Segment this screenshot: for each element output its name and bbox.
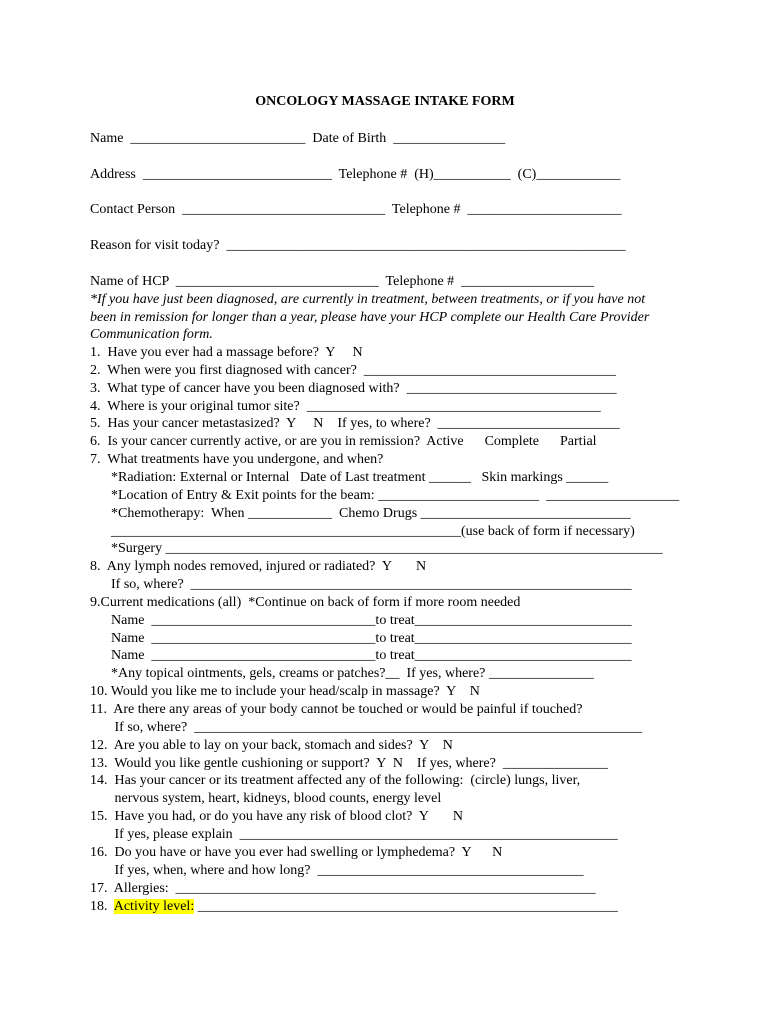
- question-line[interactable]: If so, where? ________________________________________________________________: [90, 720, 643, 735]
- question-line[interactable]: __________________________________________________(use back of form if necessary): [90, 524, 635, 539]
- question-line[interactable]: *Any topical ointments, gels, creams or patches?__ If yes, where? _______________: [90, 666, 594, 681]
- question-line[interactable]: 16. Do you have or have you ever had swelling or lymphedema? Y N: [90, 845, 503, 860]
- address-telephone-field[interactable]: Address ___________________________ Telephone # (H)___________ (C)____________: [90, 167, 621, 182]
- question-line: 11. Are there any areas of your body cannot be touched or would be painful if touched?: [90, 702, 583, 717]
- question-line[interactable]: If so, where? _______________________________________________________________: [90, 577, 632, 592]
- question-line[interactable]: 13. Would you like gentle cushioning or support? Y N If yes, where? _______________: [90, 756, 608, 771]
- question-line[interactable]: *Chemotherapy: When ____________ Chemo Drugs ______________________________: [90, 506, 631, 521]
- question-line[interactable]: 3. What type of cancer have you been diagnosed with? ______________________________: [90, 381, 617, 396]
- notice-line: Communication form.: [90, 327, 213, 342]
- activity-level-line[interactable]: ____________________________________________________________: [194, 899, 618, 914]
- question-line[interactable]: 17. Allergies: ____________________________________________________________: [90, 881, 596, 896]
- name-dob-field[interactable]: Name _________________________ Date of Birth ________________: [90, 131, 506, 146]
- question-line: 14. Has your cancer or its treatment affected any of the following: (circle) lungs, liver,: [90, 773, 581, 788]
- question-line[interactable]: 4. Where is your original tumor site? __________________________________________: [90, 399, 601, 414]
- question-line[interactable]: 1. Have you ever had a massage before? Y N: [90, 345, 363, 360]
- question-line: 7. What treatments have you undergone, and when?: [90, 452, 384, 467]
- form-title: ONCOLOGY MASSAGE INTAKE FORM: [255, 94, 515, 109]
- question-line[interactable]: 10. Would you like me to include your head/scalp in massage? Y N: [90, 684, 480, 699]
- hcp-field[interactable]: Name of HCP _____________________________ Telephone # ___________________: [90, 274, 595, 289]
- notice-line: *If you have just been diagnosed, are currently in treatment, between treatments, or if you have not: [90, 292, 646, 307]
- question-line[interactable]: 6. Is your cancer currently active, or are you in remission? Active Complete Partial: [90, 434, 597, 449]
- question-line[interactable]: *Radiation: External or Internal Date of Last treatment ______ Skin markings ______: [90, 470, 609, 485]
- question-line[interactable]: *Surgery _______________________________________________________________________: [90, 541, 663, 556]
- question-line[interactable]: 15. Have you had, or do you have any risk of blood clot? Y N: [90, 809, 463, 824]
- question-line: 9.Current medications (all) *Continue on back of form if more room needed: [90, 595, 521, 610]
- question-line[interactable]: If yes, please explain ______________________________________________________: [90, 827, 618, 842]
- question-line[interactable]: 2. When were you first diagnosed with cancer? ____________________________________: [90, 363, 616, 378]
- question-line[interactable]: Name ________________________________to treat_______________________________: [90, 648, 632, 663]
- question-line[interactable]: Name ________________________________to treat_______________________________: [90, 613, 632, 628]
- question-line[interactable]: 8. Any lymph nodes removed, injured or radiated? Y N: [90, 559, 427, 574]
- question-line[interactable]: Name ________________________________to treat_______________________________: [90, 631, 632, 646]
- question-number: 18.: [90, 899, 108, 914]
- question-line[interactable]: nervous system, heart, kidneys, blood counts, energy level: [90, 791, 442, 806]
- activity-level-label: Activity level:: [113, 899, 195, 914]
- notice-line: been in remission for longer than a year, please have your HCP complete our Health Care Provider: [90, 310, 650, 325]
- contact-person-field[interactable]: Contact Person _____________________________ Telephone # ______________________: [90, 202, 622, 217]
- activity-level-field[interactable]: [90, 898, 618, 915]
- question-line[interactable]: 5. Has your cancer metastasized? Y N If yes, to where? __________________________: [90, 416, 620, 431]
- reason-for-visit-field[interactable]: Reason for visit today? _________________________________________________________: [90, 238, 626, 253]
- question-line[interactable]: 12. Are you able to lay on your back, stomach and sides? Y N: [90, 738, 453, 753]
- question-line[interactable]: *Location of Entry & Exit points for the beam: _______________________ ___________________: [90, 488, 680, 503]
- question-line[interactable]: If yes, when, where and how long? ______________________________________: [90, 863, 584, 878]
